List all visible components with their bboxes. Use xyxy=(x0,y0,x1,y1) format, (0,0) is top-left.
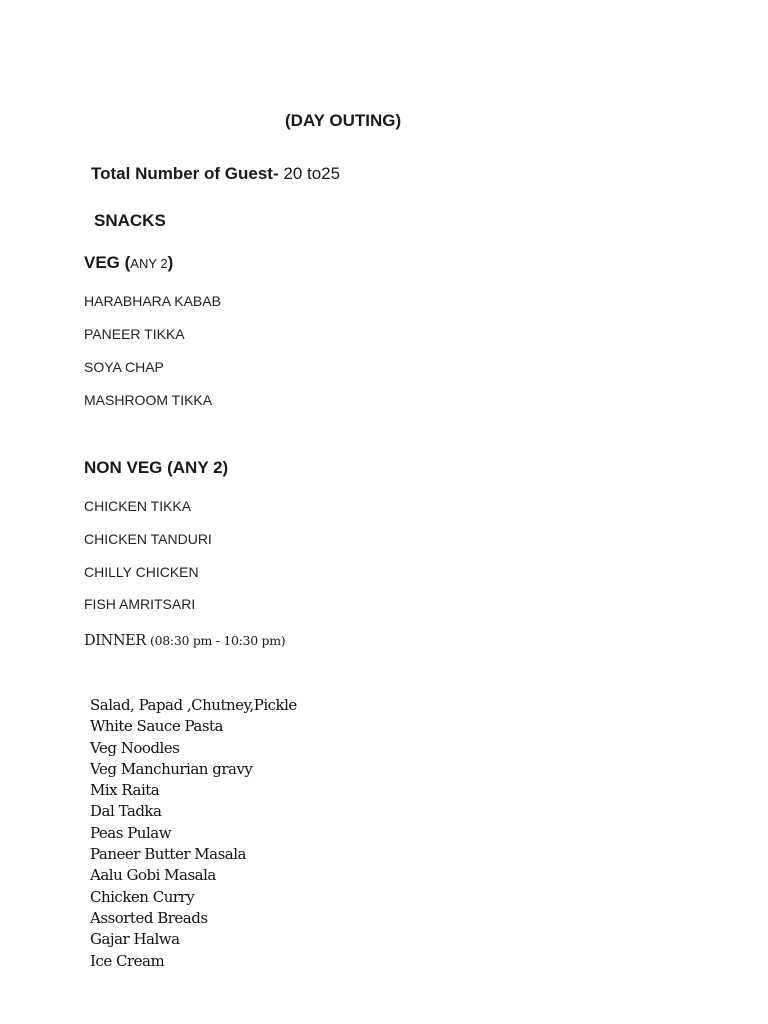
dinner-item: Ice Cream xyxy=(90,951,165,970)
guest-count-value: 20 to25 xyxy=(278,164,341,183)
page-title: (DAY OUTING) xyxy=(285,111,402,130)
guest-count-line xyxy=(91,164,340,184)
dinner-item: Assorted Breads xyxy=(90,908,208,927)
dinner-item: Dal Tadka xyxy=(90,802,162,821)
nonveg-item: FISH AMRITSARI xyxy=(84,596,196,612)
dinner-item: Mix Raita xyxy=(90,781,160,800)
veg-heading xyxy=(84,253,173,273)
veg-item: SOYA CHAP xyxy=(84,359,164,375)
guest-count-label: Total Number of Guest- xyxy=(91,164,279,183)
dinner-time: (08:30 pm - 10:30 pm) xyxy=(150,633,286,648)
veg-choice: ANY 2 xyxy=(130,256,168,271)
dinner-item: Peas Pulaw xyxy=(90,823,172,842)
dinner-item: Paneer Butter Masala xyxy=(90,845,246,864)
dinner-label: DINNER xyxy=(84,633,151,649)
snacks-heading: SNACKS xyxy=(94,211,166,230)
veg-item: PANEER TIKKA xyxy=(84,326,185,342)
nonveg-item: CHILLY CHICKEN xyxy=(84,564,199,580)
nonveg-heading: NON VEG (ANY 2) xyxy=(84,458,229,477)
dinner-item: Gajar Halwa xyxy=(90,930,180,949)
dinner-item: Veg Noodles xyxy=(90,738,180,757)
veg-item: MASHROOM TIKKA xyxy=(84,392,213,408)
dinner-item: Aalu Gobi Masala xyxy=(90,866,216,885)
dinner-menu-list xyxy=(90,695,297,972)
dinner-item: Veg Manchurian gravy xyxy=(90,759,253,778)
dinner-item: Chicken Curry xyxy=(90,887,195,906)
dinner-heading xyxy=(84,632,285,650)
dinner-item: White Sauce Pasta xyxy=(90,717,224,736)
dinner-item: Salad, Papad ,Chutney,Pickle xyxy=(90,696,297,714)
veg-heading-label: VEG ( xyxy=(84,253,131,272)
veg-item: HARABHARA KABAB xyxy=(84,293,221,309)
veg-heading-close: ) xyxy=(167,253,174,272)
nonveg-item: CHICKEN TANDURI xyxy=(84,531,212,547)
nonveg-item: CHICKEN TIKKA xyxy=(84,498,192,514)
